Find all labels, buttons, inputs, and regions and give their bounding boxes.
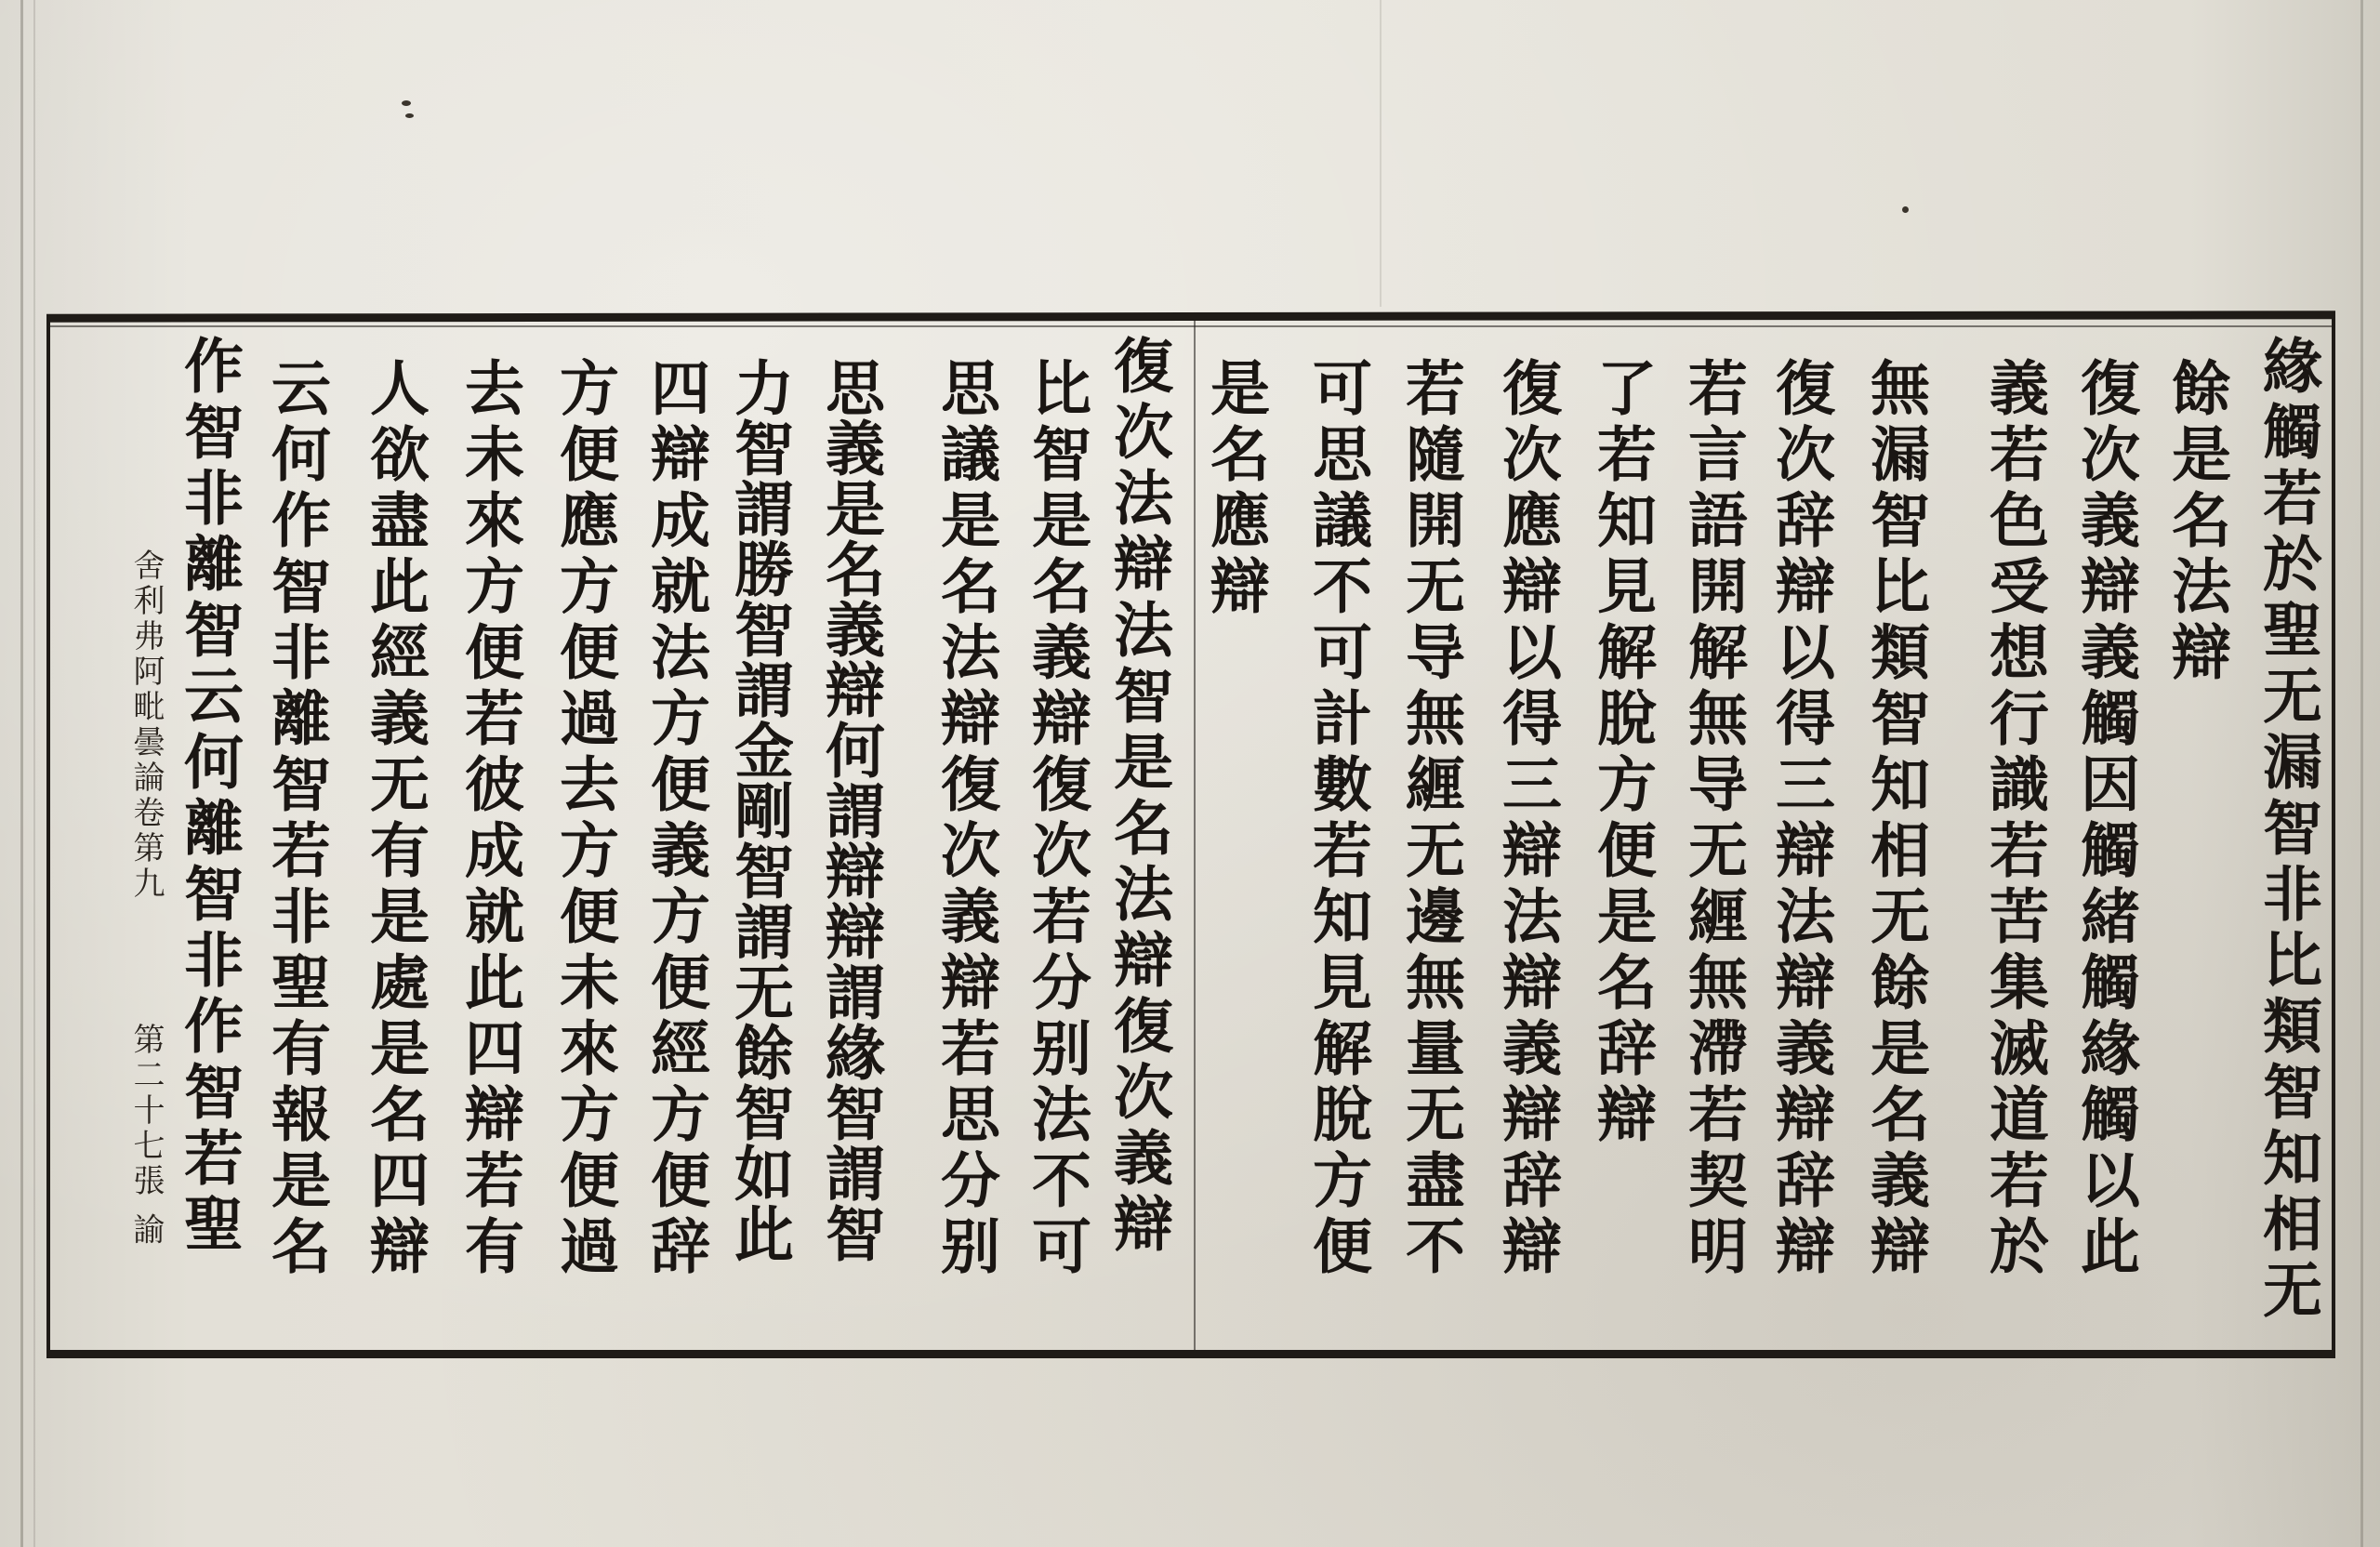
ink-blot bbox=[402, 100, 411, 106]
text-column-21: 人欲盡此經義无有是處是名四辯 bbox=[360, 357, 430, 1281]
center-divider bbox=[1194, 321, 1196, 1353]
text-column-19: 方便應方便過去方便未來方便過 bbox=[549, 357, 619, 1281]
text-column-17: 力智謂勝智謂金剛智謂无餘智如此 bbox=[724, 357, 794, 1263]
text-column-12: 是名應辯 bbox=[1200, 357, 1270, 621]
text-column-1: 緣觸若於聖无漏智非比類智知相无 bbox=[2253, 335, 2322, 1325]
text-column-16: 思義是名義辯何謂辯辯謂緣智謂智 bbox=[815, 357, 885, 1263]
print-frame-top-inner bbox=[46, 325, 2335, 327]
text-column-11: 可思議不可計數若知見解脫方便 bbox=[1302, 357, 1372, 1281]
page-crease bbox=[1380, 0, 1382, 307]
text-column-6: 復次辞辯以得三辯法辯義辯辞辯 bbox=[1765, 357, 1835, 1281]
print-frame-right bbox=[2332, 316, 2335, 1355]
ink-blot bbox=[1902, 206, 1909, 213]
print-frame-left bbox=[46, 316, 50, 1355]
text-column-9: 復次應辯以得三辯法辯義辯辞辯 bbox=[1492, 357, 1562, 1281]
text-column-5: 無漏智比類智知相无餘是名義辯 bbox=[1860, 357, 1930, 1281]
text-column-14: 比智是名義辯復次若分别法不可 bbox=[1022, 357, 1091, 1281]
text-column-13: 復次法辯法智是名法辯復次義辯 bbox=[1104, 335, 1173, 1259]
text-column-2: 餘是名法辯 bbox=[2162, 357, 2231, 687]
text-column-15: 思議是名法辯復次義辯若思分别 bbox=[931, 357, 1000, 1281]
colophon-page-number: 第二十七張 諭 bbox=[127, 1023, 165, 1249]
colophon-title: 舍利弗阿毗曇論卷第九 bbox=[127, 549, 165, 902]
text-column-23: 作智非離智云何離智非作智若聖 bbox=[174, 335, 244, 1259]
text-column-4: 義若色受想行識若苦集滅道若於 bbox=[1979, 357, 2049, 1281]
ink-blot bbox=[405, 113, 414, 118]
text-column-7: 若言語開解無导无緾無滯若契明 bbox=[1678, 357, 1748, 1281]
print-frame-top bbox=[46, 311, 2335, 322]
page-fold-left bbox=[20, 0, 23, 1547]
text-column-3: 復次義辯義觸因觸緒觸緣觸以此 bbox=[2070, 357, 2140, 1281]
text-column-18: 四辯成就法方便義方便經方便辞 bbox=[641, 357, 710, 1281]
text-column-8: 了若知見解脫方便是名辞辯 bbox=[1587, 357, 1657, 1149]
print-frame-bottom bbox=[46, 1350, 2335, 1358]
text-column-10: 若隨開无导無緾无邊無量无盡不 bbox=[1395, 357, 1465, 1281]
page-fold-right bbox=[2360, 0, 2363, 1547]
text-column-22: 云何作智非離智若非聖有報是名 bbox=[261, 357, 331, 1281]
text-column-20: 去未來方便若彼成就此四辯若有 bbox=[455, 357, 524, 1281]
page-fold-left-inner bbox=[33, 0, 35, 1547]
